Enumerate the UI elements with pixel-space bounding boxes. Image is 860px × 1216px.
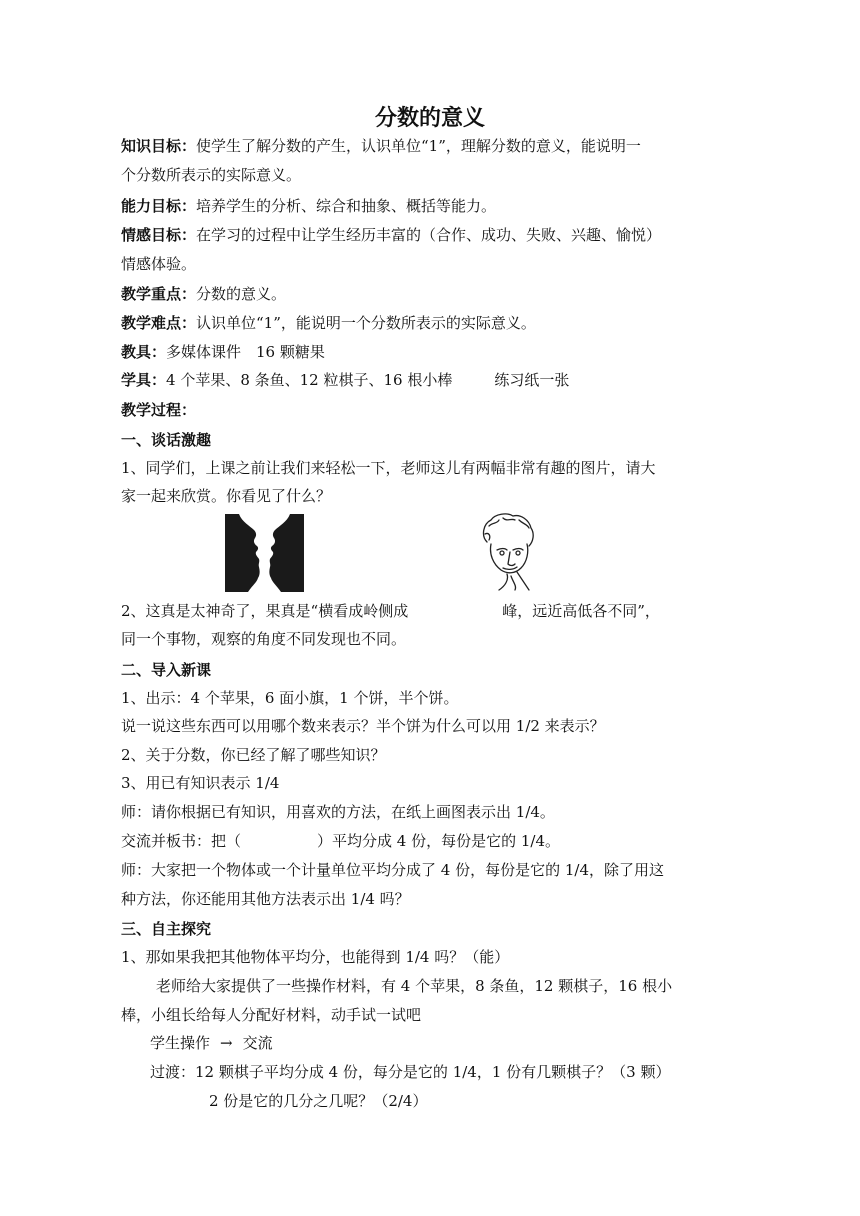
emotion-objective-label: 情感目标： xyxy=(121,226,197,244)
section-2-line-1: 1、出示：4 个苹果，6 面小旗，1 个饼，半个饼。 xyxy=(121,689,459,707)
section-2-line-6-b: ）平均分成 4 份，每份是它的 1/4。 xyxy=(317,832,561,850)
section-2-line-2: 说一说这些东西可以用哪个数来表示？半个饼为什么可以用 1/2 来表示？ xyxy=(121,717,605,735)
section-2-line-8: 种方法，你还能用其他方法表示出 1/4 吗？ xyxy=(121,890,410,908)
section-2-line-6 xyxy=(121,831,560,851)
ability-objective-line xyxy=(121,196,496,216)
section-1-p2-line-1 xyxy=(121,601,660,621)
rubin-vase-illusion-icon xyxy=(225,514,304,592)
section-2-line-6-a: 交流并板书：把（ xyxy=(121,832,242,850)
student-tools-worksheet: 练习纸一张 xyxy=(494,371,570,389)
ability-objective-label: 能力目标： xyxy=(121,197,197,215)
emotion-objective-line-2: 情感体验。 xyxy=(121,255,197,273)
teaching-process-label: 教学过程： xyxy=(121,401,197,419)
section-3-line-2: 老师给大家提供了一些操作材料，有 4 个苹果，8 条鱼，12 颗棋子，16 根小 xyxy=(156,977,673,995)
section-2-line-3: 2、关于分数，你已经了解了哪些知识？ xyxy=(121,746,386,764)
teaching-tools-line xyxy=(121,342,325,362)
section-1-p2-part-b: 峰，远近高低各不同”， xyxy=(502,602,660,620)
teaching-key-text: 分数的意义。 xyxy=(196,285,287,303)
teaching-key-line xyxy=(121,284,286,304)
section-1-p2-line-2: 同一个事物，观察的角度不同发现也不同。 xyxy=(121,630,407,648)
teaching-difficulty-label: 教学难点： xyxy=(121,314,197,332)
teaching-difficulty-text: 认识单位“1”，能说明一个分数所表示的实际意义。 xyxy=(196,314,536,332)
section-3-line-1: 1、那如果我把其他物体平均分，也能得到 1/4 吗？（能） xyxy=(121,948,510,966)
student-tools-label: 学具： xyxy=(121,371,167,389)
section-1-p1-line-1: 1、同学们，上课之前让我们来轻松一下，老师这儿有两幅非常有趣的图片，请大 xyxy=(121,459,656,477)
teaching-key-label: 教学重点： xyxy=(121,285,197,303)
section-2-heading: 二、导入新课 xyxy=(121,661,212,679)
page-title: 分数的意义 xyxy=(374,106,485,131)
section-1-heading: 一、谈话激趣 xyxy=(121,431,212,449)
section-3-line-5: 过渡：12 颗棋子平均分成 4 份，每分是它的 1/4，1 份有几颗棋子？（3 颗） xyxy=(150,1063,671,1081)
knowledge-objective-line-1 xyxy=(121,136,641,156)
teaching-tools-label: 教具： xyxy=(121,343,167,361)
section-2-line-7: 师：大家把一个物体或一个计量单位平均分成了 4 份，每份是它的 1/4，除了用这 xyxy=(121,861,664,879)
section-3-line-4 xyxy=(150,1033,273,1053)
knowledge-objective-label: 知识目标： xyxy=(121,137,197,155)
emotion-objective-text: 在学习的过程中让学生经历丰富的（合作、成功、失败、兴趣、愉悦） xyxy=(196,226,662,244)
teaching-tools-text: 多媒体课件 16 颗糖果 xyxy=(166,343,325,361)
student-tools-text: 4 个苹果、8 条鱼、12 粒棋子、16 根小棒 xyxy=(166,371,453,389)
student-tools-line xyxy=(121,370,569,390)
section-3-heading: 三、自主探究 xyxy=(121,920,212,938)
student-operate-text: 学生操作 xyxy=(150,1034,211,1052)
old-woman-young-woman-illusion-icon xyxy=(477,512,537,592)
section-2-line-4: 3、用已有知识表示 1/4 xyxy=(121,774,280,792)
exchange-text: 交流 xyxy=(242,1034,273,1052)
emotion-objective-line-1 xyxy=(121,225,661,245)
section-3-line-3: 棒，小组长给每人分配好材料，动手试一试吧 xyxy=(121,1006,422,1024)
arrow-right-icon: → xyxy=(220,1034,233,1052)
section-1-p2-part-a: 2、这真是太神奇了，果真是“横看成岭侧成 xyxy=(121,602,409,620)
teaching-difficulty-line xyxy=(121,313,536,333)
section-1-p1-line-2: 家一起来欣赏。你看见了什么？ xyxy=(121,487,332,505)
knowledge-objective-text: 使学生了解分数的产生，认识单位“1”，理解分数的意义，能说明一 xyxy=(196,137,641,155)
section-3-line-6: 2 份是它的几分之几呢？（2/4） xyxy=(209,1092,428,1110)
ability-objective-text: 培养学生的分析、综合和抽象、概括等能力。 xyxy=(196,197,497,215)
knowledge-objective-line-2: 个分数所表示的实际意义。 xyxy=(121,166,302,184)
section-2-line-5: 师：请你根据已有知识，用喜欢的方法，在纸上画图表示出 1/4。 xyxy=(121,803,555,821)
